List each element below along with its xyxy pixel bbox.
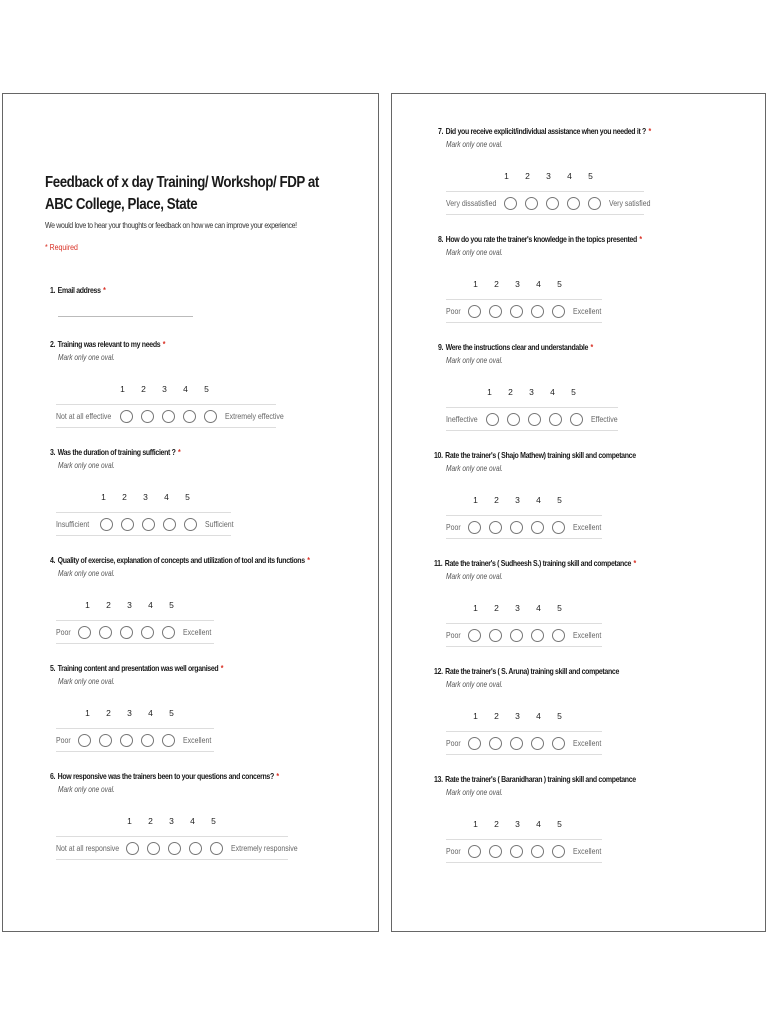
rating-oval-4[interactable] [531,845,544,858]
rating-scale [56,620,214,644]
scale-high-label: Excellent [572,630,602,640]
rating-options [116,410,221,423]
rating-oval-3[interactable] [510,737,523,750]
rating-oval-2[interactable] [489,737,502,750]
rating-scale [446,407,618,431]
rating-oval-1[interactable] [468,737,481,750]
rating-oval-4[interactable] [531,305,544,318]
rating-scale [446,623,602,647]
mark-hint: Mark only one oval. [446,788,503,797]
rating-oval-1[interactable] [468,629,481,642]
scale-low-label: Ineffective [446,414,478,424]
rating-oval-1[interactable] [468,845,481,858]
rating-oval-1[interactable] [78,734,91,747]
rating-options [96,518,201,531]
rating-oval-1[interactable] [486,413,499,426]
rating-oval-4[interactable] [567,197,580,210]
rating-oval-3[interactable] [120,734,133,747]
rating-oval-5[interactable] [570,413,583,426]
mark-hint: Mark only one oval. [446,140,503,149]
rating-oval-4[interactable] [531,737,544,750]
scale-high-label: Excellent [572,846,602,856]
mark-hint: Mark only one oval. [58,569,115,578]
question-title: 13. Rate the trainer's ( Baranidharan ) training skill and competance [434,774,636,784]
scale-high-label: Sufficient [205,519,234,529]
rating-oval-5[interactable] [204,410,217,423]
rating-oval-1[interactable] [100,518,113,531]
scale-low-label: Poor [446,846,461,856]
question-title: 5. Training content and presentation was well organised * [50,663,224,673]
question-title: 10. Rate the trainer's ( Shajo Mathew) training skill and competance [434,450,636,460]
scale-low-label: Poor [56,735,71,745]
rating-oval-5[interactable] [162,734,175,747]
question-title: 2. Training was relevant to my needs * [50,339,166,349]
mark-hint: Mark only one oval. [446,572,503,581]
form-description: We would love to hear your thoughts or feedback on how we can improve your experience! [45,220,297,230]
rating-oval-5[interactable] [552,737,565,750]
rating-oval-3[interactable] [510,521,523,534]
rating-options [464,305,569,318]
rating-oval-3[interactable] [510,845,523,858]
scale-high-label: Effective [591,414,618,424]
rating-scale [446,191,651,215]
question-title: 4. Quality of exercise, explanation of concepts and utilization of tool and its functions * [50,555,310,565]
rating-oval-5[interactable] [552,305,565,318]
rating-oval-5[interactable] [552,521,565,534]
rating-oval-2[interactable] [99,734,112,747]
rating-oval-4[interactable] [531,521,544,534]
rating-scale [56,728,214,752]
rating-oval-2[interactable] [489,629,502,642]
rating-options [464,845,569,858]
rating-scale [446,839,602,863]
rating-oval-2[interactable] [141,410,154,423]
question-title: 7. Did you receive explicit/individual assistance when you needed it ? * [438,126,651,136]
scale-numbers: 1 2 3 4 5 [473,495,562,505]
rating-scale [56,512,234,536]
rating-oval-2[interactable] [489,845,502,858]
scale-numbers: 1 2 3 4 5 [127,816,216,826]
rating-oval-4[interactable] [531,629,544,642]
rating-oval-5[interactable] [210,842,223,855]
rating-oval-4[interactable] [549,413,562,426]
scale-low-label: Not at all effective [56,411,112,421]
scale-high-label: Excellent [182,627,212,637]
rating-oval-4[interactable] [141,626,154,639]
scale-low-label: Poor [446,306,461,316]
form-title: Feedback of x day Training/ Workshop/ FDP at ABC College, Place, State [45,174,319,213]
rating-oval-3[interactable] [162,410,175,423]
rating-scale [446,299,602,323]
rating-oval-3[interactable] [510,305,523,318]
question-title: 6. How responsive was the trainers been to your questions and concerns? * [50,771,279,781]
rating-oval-4[interactable] [189,842,202,855]
rating-scale [56,836,298,860]
scale-numbers: 1 2 3 4 5 [473,279,562,289]
scale-high-label: Extremely responsive [231,843,298,853]
question-title: 3. Was the duration of training sufficient ? * [50,447,181,457]
rating-oval-2[interactable] [99,626,112,639]
scale-numbers: 1 2 3 4 5 [473,819,562,829]
rating-oval-5[interactable] [162,626,175,639]
mark-hint: Mark only one oval. [446,248,503,257]
scale-high-label: Extremely effective [225,411,284,421]
rating-oval-3[interactable] [528,413,541,426]
rating-oval-3[interactable] [510,629,523,642]
rating-oval-2[interactable] [121,518,134,531]
scale-high-label: Excellent [182,735,212,745]
rating-oval-2[interactable] [525,197,538,210]
rating-oval-5[interactable] [552,845,565,858]
scale-numbers: 1 2 3 4 5 [473,711,562,721]
question-title: 12. Rate the trainer's ( S. Aruna) training skill and competance [434,666,619,676]
rating-oval-1[interactable] [468,305,481,318]
scale-high-label: Very satisfied [609,198,651,208]
rating-oval-2[interactable] [489,305,502,318]
mark-hint: Mark only one oval. [446,464,503,473]
rating-scale [446,731,602,755]
rating-oval-1[interactable] [468,521,481,534]
rating-oval-3[interactable] [120,626,133,639]
rating-oval-2[interactable] [507,413,520,426]
mark-hint: Mark only one oval. [446,356,503,365]
rating-options [482,413,587,426]
rating-scale [446,515,602,539]
rating-oval-1[interactable] [120,410,133,423]
rating-oval-5[interactable] [184,518,197,531]
scale-numbers: 1 2 3 4 5 [120,384,209,394]
rating-oval-1[interactable] [126,842,139,855]
scale-numbers: 1 2 3 4 5 [85,600,174,610]
rating-oval-2[interactable] [489,521,502,534]
scale-low-label: Poor [446,522,461,532]
scale-low-label: Poor [446,738,461,748]
scale-high-label: Excellent [572,306,602,316]
rating-options [464,737,569,750]
scale-numbers: 1 2 3 4 5 [504,171,593,181]
mark-hint: Mark only one oval. [58,353,115,362]
scale-low-label: Very dissatisfied [446,198,497,208]
rating-oval-4[interactable] [141,734,154,747]
rating-oval-5[interactable] [552,629,565,642]
scale-high-label: Excellent [572,522,602,532]
scale-numbers: 1 2 3 4 5 [487,387,576,397]
rating-options [74,734,179,747]
rating-oval-4[interactable] [163,518,176,531]
mark-hint: Mark only one oval. [58,677,115,686]
form-page-1 [2,93,379,932]
scale-low-label: Poor [446,630,461,640]
rating-oval-2[interactable] [147,842,160,855]
question-title: 8. How do you rate the trainer's knowledge in the topics presented * [438,234,642,244]
rating-options [74,626,179,639]
mark-hint: Mark only one oval. [58,785,115,794]
rating-oval-1[interactable] [504,197,517,210]
form-page-2 [391,93,766,932]
rating-oval-5[interactable] [588,197,601,210]
scale-low-label: Insufficient [56,519,90,529]
question-title: 11. Rate the trainer's ( Sudheesh S.) training skill and competance * [434,558,636,568]
question-title: 9. Were the instructions clear and understandable * [438,342,593,352]
rating-options [464,629,569,642]
scale-numbers: 1 2 3 4 5 [85,708,174,718]
rating-oval-1[interactable] [78,626,91,639]
mark-hint: Mark only one oval. [58,461,115,470]
rating-scale [56,404,284,428]
scale-numbers: 1 2 3 4 5 [101,492,190,502]
mark-hint: Mark only one oval. [446,680,503,689]
rating-options [122,842,227,855]
scale-numbers: 1 2 3 4 5 [473,603,562,613]
rating-options [464,521,569,534]
scale-low-label: Poor [56,627,71,637]
question-title: 1. Email address * [50,285,106,295]
rating-oval-4[interactable] [183,410,196,423]
rating-oval-3[interactable] [546,197,559,210]
email-field[interactable] [58,316,193,317]
rating-options [500,197,605,210]
scale-high-label: Excellent [572,738,602,748]
scale-low-label: Not at all responsive [56,843,120,853]
required-note: * Required [45,242,78,252]
rating-oval-3[interactable] [168,842,181,855]
rating-oval-3[interactable] [142,518,155,531]
